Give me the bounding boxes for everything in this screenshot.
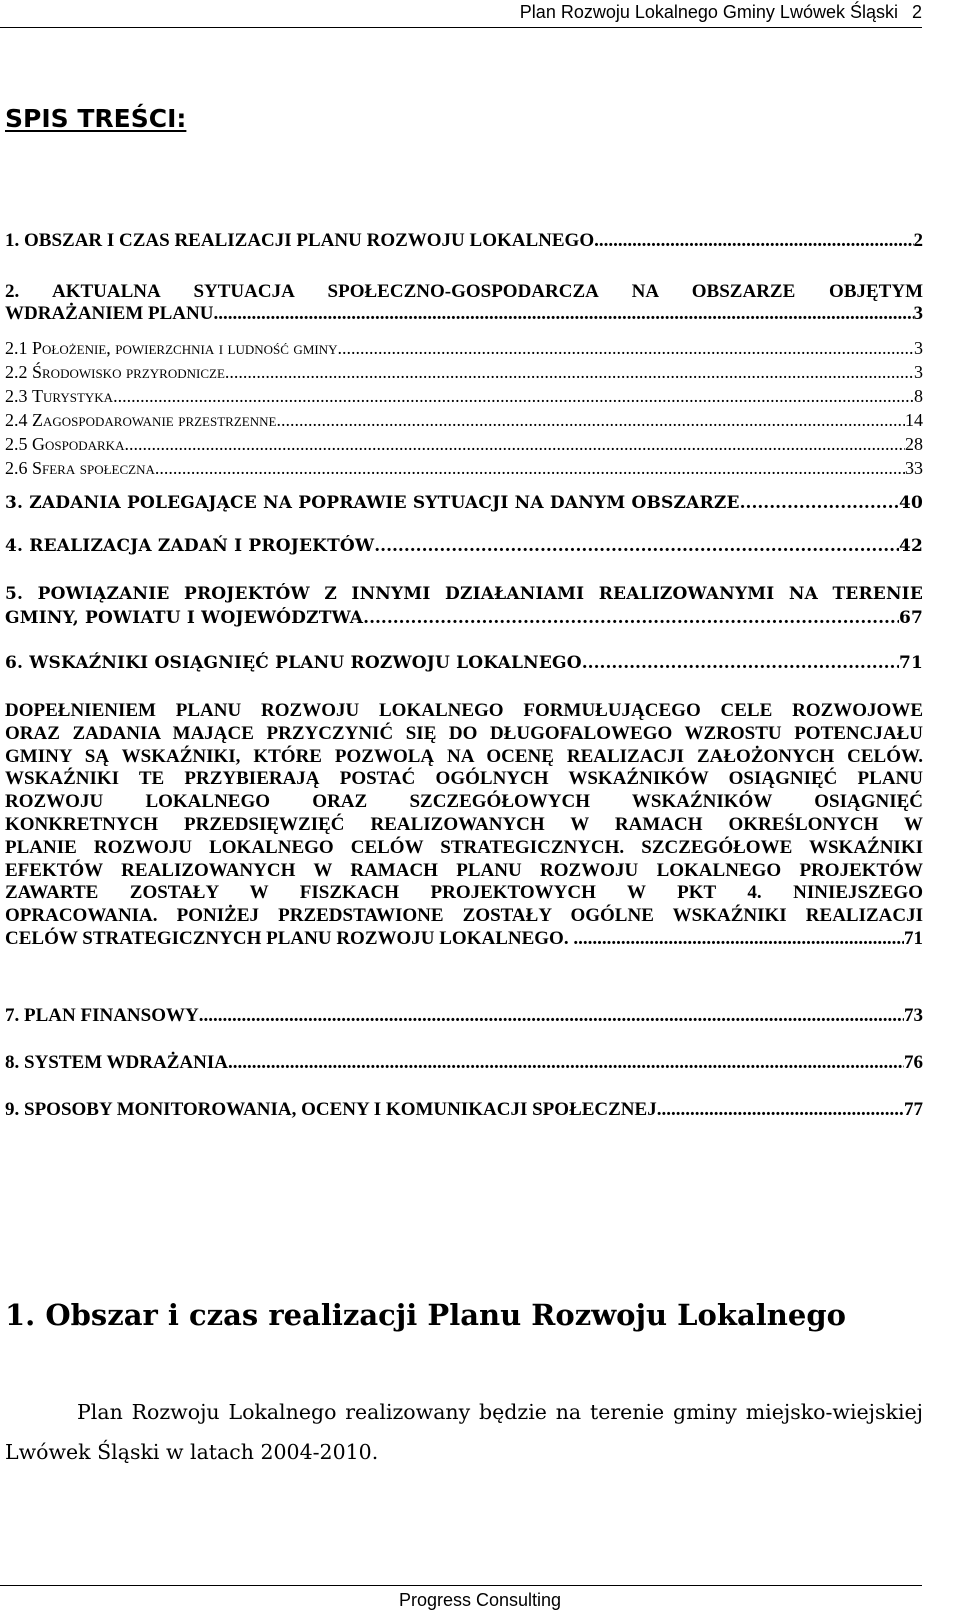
toc-entry-2-3[interactable]: 2.3 Turystyka ..... 8: [5, 386, 923, 407]
toc-entry-page: 3: [914, 338, 923, 358]
toc-entry-page: 40: [898, 493, 923, 513]
toc-entry-page: 71: [904, 927, 923, 949]
toc-entry-text: 2. AKTUALNA SYTUACJA SPOŁECZNO-GOSPODARCZA NA OBSZARZE OBJĘTYM: [5, 281, 923, 302]
toc-entry-page: 14: [905, 410, 923, 430]
toc-paragraph-line: DOPEŁNIENIEM PLANU ROZWOJU LOKALNEGO FORMUŁUJĄCEGO CELE ROZWOJOWE: [5, 700, 923, 721]
toc-entry-3[interactable]: [5, 493, 923, 513]
toc-entry-2-2[interactable]: 2.2 Środowisko przyrodnicze ..... 3: [5, 362, 923, 383]
toc-paragraph-line: KONKRETNYCH PRZEDSIĘWZIĘĆ REALIZOWANYCH W RAMACH OKREŚLONYCH W: [5, 813, 923, 835]
toc-entry-text: Położenie, powierzchnia i ludność gminy: [32, 338, 338, 358]
toc-entry-2-5[interactable]: 2.5 Gospodarka ..... 28: [5, 434, 923, 455]
toc-paragraph-line: ORAZ ZADANIA MAJĄCE PRZYCZYNIĆ SIĘ DO DŁUGOFALOWEGO WZROSTU POTENCJAŁU: [5, 722, 923, 744]
toc-entry-text: 7. PLAN FINANSOWY: [5, 1005, 199, 1026]
page-number: 2: [911, 2, 922, 22]
toc-entry-page: 42: [898, 536, 923, 556]
toc-entry-text: Turystyka: [32, 386, 114, 406]
toc-entry-text: 6. WSKAŹNIKI OSIĄGNIĘĆ PLANU ROZWOJU LOKALNEGO: [5, 653, 582, 673]
toc-entry-text: Zagospodarowanie przestrzenne: [32, 410, 277, 430]
toc-title: SPIS TREŚCI:: [5, 104, 187, 133]
toc-entry-page: 76: [904, 1052, 923, 1073]
toc-entry-page: 73: [904, 1005, 923, 1026]
toc-entry-page: 3: [913, 303, 923, 324]
toc-entry-2-4[interactable]: 2.4 Zagospodarowanie przestrzenne ..... 14: [5, 410, 923, 431]
section-paragraph: Plan Rozwoju Lokalnego realizowany będzie na terenie gminy miejsko-wiejskiej Lwówek Śląski w latach 2004-2010.: [5, 1400, 923, 1464]
toc-entry-indicators-paragraph[interactable]: [5, 700, 923, 951]
toc-entry-2-6[interactable]: 2.6 Sfera społeczna ..... 33: [5, 458, 923, 479]
toc-entry-text: 3. ZADANIA POLEGAJĄCE NA POPRAWIE SYTUACJI NA DANYM OBSZARZE: [5, 493, 740, 513]
page-footer: Progress Consulting: [398, 1590, 562, 1610]
toc-entry-2[interactable]: [5, 281, 923, 325]
toc-paragraph-line: WSKAŹNIKI TE PRZYBIERAJĄ POSTAĆ OGÓLNYCH WSKAŹNIKÓW OSIĄGNIĘĆ PLANU: [5, 768, 923, 790]
toc-entry-text-cont: WDRAŻANIEM PLANU: [5, 303, 214, 324]
toc-entry-text: Gospodarka: [32, 434, 125, 454]
toc-entry-page: 28: [905, 434, 923, 454]
toc-entry-1[interactable]: [5, 230, 923, 252]
toc-entry-5[interactable]: [5, 582, 923, 630]
toc-paragraph-line: ZAWARTE ZOSTAŁY W FISZKACH PROJEKTOWYCH W PKT 4. NINIEJSZEGO: [5, 882, 923, 904]
toc-entry-7[interactable]: [5, 1005, 923, 1027]
toc-entry-text-cont: GMINY, POWIATU I WOJEWÓDZTWA: [5, 608, 364, 628]
footer-divider: [0, 1585, 922, 1586]
toc-entry-8[interactable]: [5, 1052, 923, 1074]
toc-paragraph-line: PLANIE ROZWOJU LOKALNEGO CELÓW STRATEGICZNYCH. SZCZEGÓŁOWE WSKAŹNIKI: [5, 836, 923, 858]
toc-entry-2-1[interactable]: 2.1 Położenie, powierzchnia i ludność gminy ..... 3: [5, 338, 923, 359]
toc-entry-page: 71: [898, 653, 923, 673]
toc-entry-text: 9. SPOSOBY MONITOROWANIA, OCENY I KOMUNIKACJI SPOŁECZNEJ: [5, 1099, 657, 1120]
toc-entry-text: 4. REALIZACJA ZADAŃ I PROJEKTÓW: [5, 536, 375, 556]
toc-entry-9[interactable]: [5, 1099, 923, 1121]
toc-paragraph-line: EFEKTÓW REALIZOWANYCH W RAMACH PLANU ROZWOJU LOKALNEGO PROJEKTÓW: [5, 859, 923, 881]
toc-entry-4[interactable]: [5, 536, 923, 556]
toc-entry-page: 3: [914, 362, 923, 382]
toc-entry-page: 33: [905, 458, 923, 478]
toc-paragraph-line: CELÓW STRATEGICZNYCH PLANU ROZWOJU LOKALNEGO.: [5, 927, 574, 949]
toc-paragraph-line: OPRACOWANIA. PONIŻEJ PRZEDSTAWIONE ZOSTAŁY OGÓLNE WSKAŹNIKI REALIZACJI: [5, 905, 923, 927]
toc-entry-text: 1. OBSZAR I CZAS REALIZACJI PLANU ROZWOJU LOKALNEGO: [5, 230, 595, 251]
toc-paragraph-line: ROZWOJU LOKALNEGO ORAZ SZCZEGÓŁOWYCH WSKAŹNIKÓW OSIĄGNIĘĆ: [5, 791, 923, 813]
toc-entry-page: 77: [904, 1099, 923, 1120]
toc-entry-text: 8. SYSTEM WDRAŻANIA: [5, 1052, 228, 1073]
page-header: [0, 2, 922, 28]
toc-entry-page: 67: [898, 608, 923, 628]
toc-entry-6[interactable]: [5, 653, 923, 673]
toc-paragraph-line: GMINY SĄ WSKAŹNIKI, KTÓRE POZWOLĄ NA OCENĘ REALIZACJI ZAŁOŻONYCH CELÓW.: [5, 745, 923, 767]
toc-entry-text: Środowisko przyrodnicze: [32, 362, 225, 382]
toc-entry-text: 5. POWIĄZANIE PROJEKTÓW Z INNYMI DZIAŁANIAMI REALIZOWANYMI NA TERENIE: [5, 584, 923, 604]
toc-entry-page: 2: [913, 230, 923, 251]
header-title: Plan Rozwoju Lokalnego Gminy Lwówek Śląski: [519, 2, 898, 22]
toc-entry-text: Sfera społeczna: [32, 458, 155, 478]
toc-entry-page: 8: [914, 386, 923, 406]
section-heading: 1. Obszar i czas realizacji Planu Rozwoju Lokalnego: [5, 1298, 846, 1332]
